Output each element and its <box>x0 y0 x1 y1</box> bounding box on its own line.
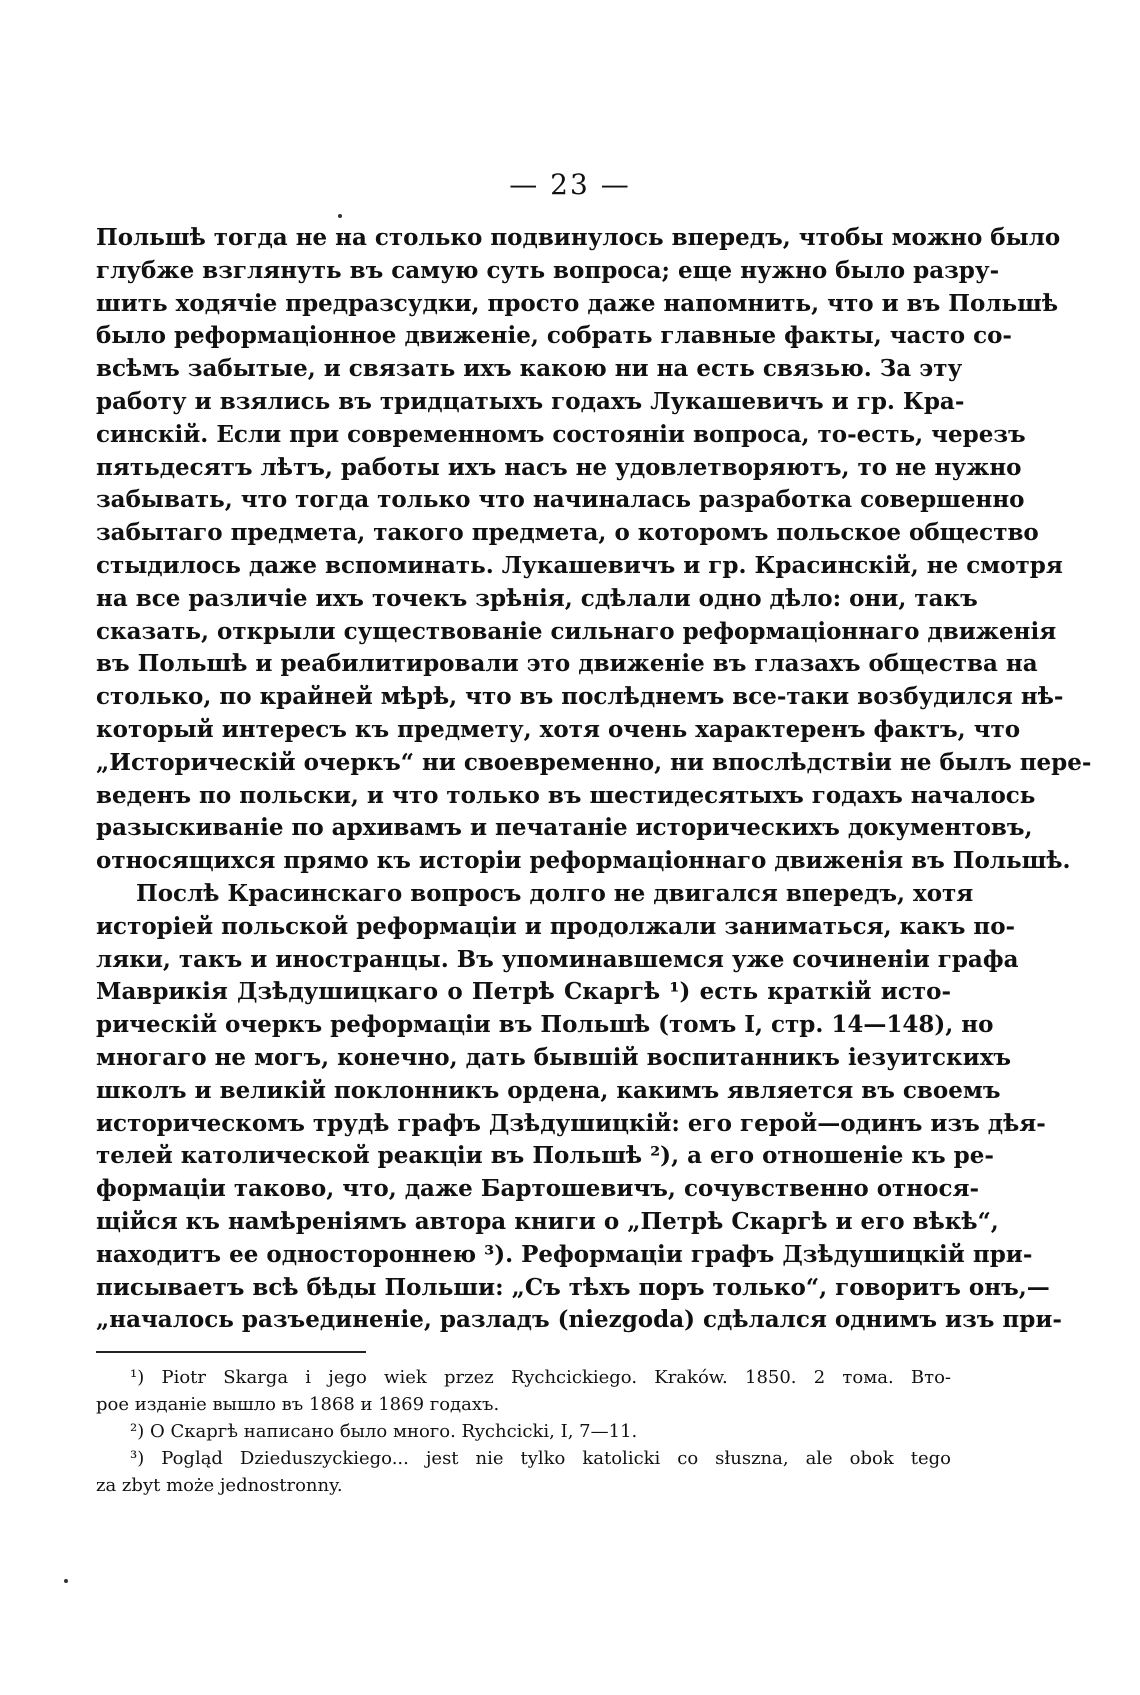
body-line: синскій. Если при современномъ состояніи вопроса, то-есть, черезъ <box>96 420 1026 448</box>
body-line: многаго не могъ, конечно, дать бывшій воспитанникъ іезуитскихъ <box>96 1043 1012 1071</box>
body-line: формаціи таково, что, даже Бартошевичъ, сочувственно относя- <box>96 1175 980 1203</box>
body-line: забывать, что тогда только что начиналась разработка совершенно <box>96 486 1025 514</box>
footnotes <box>96 1364 951 1499</box>
footnote-line: ²) О Скаргѣ написано было много. Rychcicki, I, 7—11. <box>130 1421 638 1442</box>
body-line: шить ходячіе предразсудки, просто даже напомнить, что и въ Польшѣ <box>96 289 1059 317</box>
body-line: глубже взглянуть въ самую суть вопроса; еще нужно было разру- <box>96 256 1000 284</box>
body-line: на все различіе ихъ точекъ зрѣнія, сдѣлали одно дѣло: они, такъ <box>96 584 978 612</box>
body-line: стыдилось даже вспоминать. Лукашевичъ и гр. Красинскій, не смотря <box>96 551 1063 579</box>
body-line: телей католической реакціи въ Польшѣ ²), а его отношеніе къ ре- <box>96 1142 994 1170</box>
body-line: пятьдесятъ лѣтъ, работы ихъ насъ не удовлетворяютъ, то не нужно <box>96 453 1022 481</box>
body-line: школъ и великій поклонникъ ордена, какимъ является въ своемъ <box>96 1076 1001 1104</box>
print-speck <box>338 214 342 218</box>
footnote-line: ¹) Piotr Skarga i jego wiek przez Rychcickiego. Kraków. 1850. 2 тома. Вто- <box>130 1367 951 1388</box>
body-line: было реформаціонное движеніе, собрать главные факты, часто со- <box>96 322 1012 350</box>
body-line: рическій очеркъ реформаціи въ Польшѣ (томъ I, стр. 14—148), но <box>96 1011 994 1039</box>
footnote-divider <box>96 1351 366 1353</box>
body-line: исторіей польской реформаціи и продолжали заниматься, какъ по- <box>96 912 1016 940</box>
page-number: — 23 — <box>509 168 631 201</box>
body-line: забытаго предмета, такого предмета, о которомъ польское общество <box>96 519 1039 547</box>
footnote-line: ³) Pogląd Dzieduszyckiego... jest nie tylko katolicki co słuszna, ale obok tego <box>130 1448 951 1469</box>
body-line: Польшѣ тогда не на столько подвинулось впередъ, чтобы можно было <box>96 224 1061 251</box>
body-line: Маврикія Дзѣдушицкаго о Петрѣ Скаргѣ ¹) есть краткій исто- <box>96 978 951 1006</box>
body-line: въ Польшѣ и реабилитировали это движеніе въ глазахъ общества на <box>96 650 1038 678</box>
body-line: разыскиваніе по архивамъ и печатаніе историческихъ документовъ, <box>96 814 1033 842</box>
body-line: сказать, открыли существованіе сильнаго реформаціоннаго движенія <box>96 617 1057 645</box>
footnote-line: рое изданіе вышло въ 1868 и 1869 годахъ. <box>96 1394 500 1415</box>
body-line: находитъ ее одностороннею ³). Реформаціи графъ Дзѣдушицкій при- <box>96 1240 1033 1268</box>
body-line: Послѣ Красинскаго вопросъ долго не двигался впередъ, хотя <box>136 879 974 907</box>
body-line: относящихся прямо къ исторіи реформаціоннаго движенія въ Польшѣ. <box>96 847 1071 875</box>
body-line: всѣмъ забытые, и связать ихъ какою ни на есть связью. За эту <box>96 355 963 383</box>
body-line: ляки, такъ и иностранцы. Въ упоминавшемся уже сочиненіи графа <box>96 945 1019 973</box>
body-line: столько, по крайней мѣрѣ, что въ послѣднемъ все-таки возбудился нѣ- <box>96 683 1064 711</box>
body-line: „началось разъединеніе, разладъ (niezgoda) сдѣлался однимъ изъ при- <box>96 1306 1062 1334</box>
body-line: историческомъ трудѣ графъ Дзѣдушицкій: его герой—одинъ изъ дѣя- <box>96 1109 1046 1137</box>
body-line: писываетъ всѣ бѣды Польши: „Съ тѣхъ поръ только“, говоритъ онъ,— <box>96 1273 1050 1301</box>
body-line: веденъ по польски, и что только въ шестидесятыхъ годахъ началось <box>96 781 1036 809</box>
footnote-line: za zbyt może jednostronny. <box>96 1475 343 1496</box>
print-speck <box>64 1579 68 1583</box>
body-line: щійся къ намѣреніямъ автора книги о „Петрѣ Скаргѣ и его вѣкѣ“, <box>96 1207 999 1235</box>
body-line: работу и взялись въ тридцатыхъ годахъ Лукашевичъ и гр. Кра- <box>96 387 965 415</box>
body-text <box>96 222 1092 1337</box>
body-line: который интересъ къ предмету, хотя очень характеренъ фактъ, что <box>96 715 1021 743</box>
body-line: „Историческій очеркъ“ ни своевременно, ни впослѣдствіи не былъ пере- <box>96 748 1092 776</box>
